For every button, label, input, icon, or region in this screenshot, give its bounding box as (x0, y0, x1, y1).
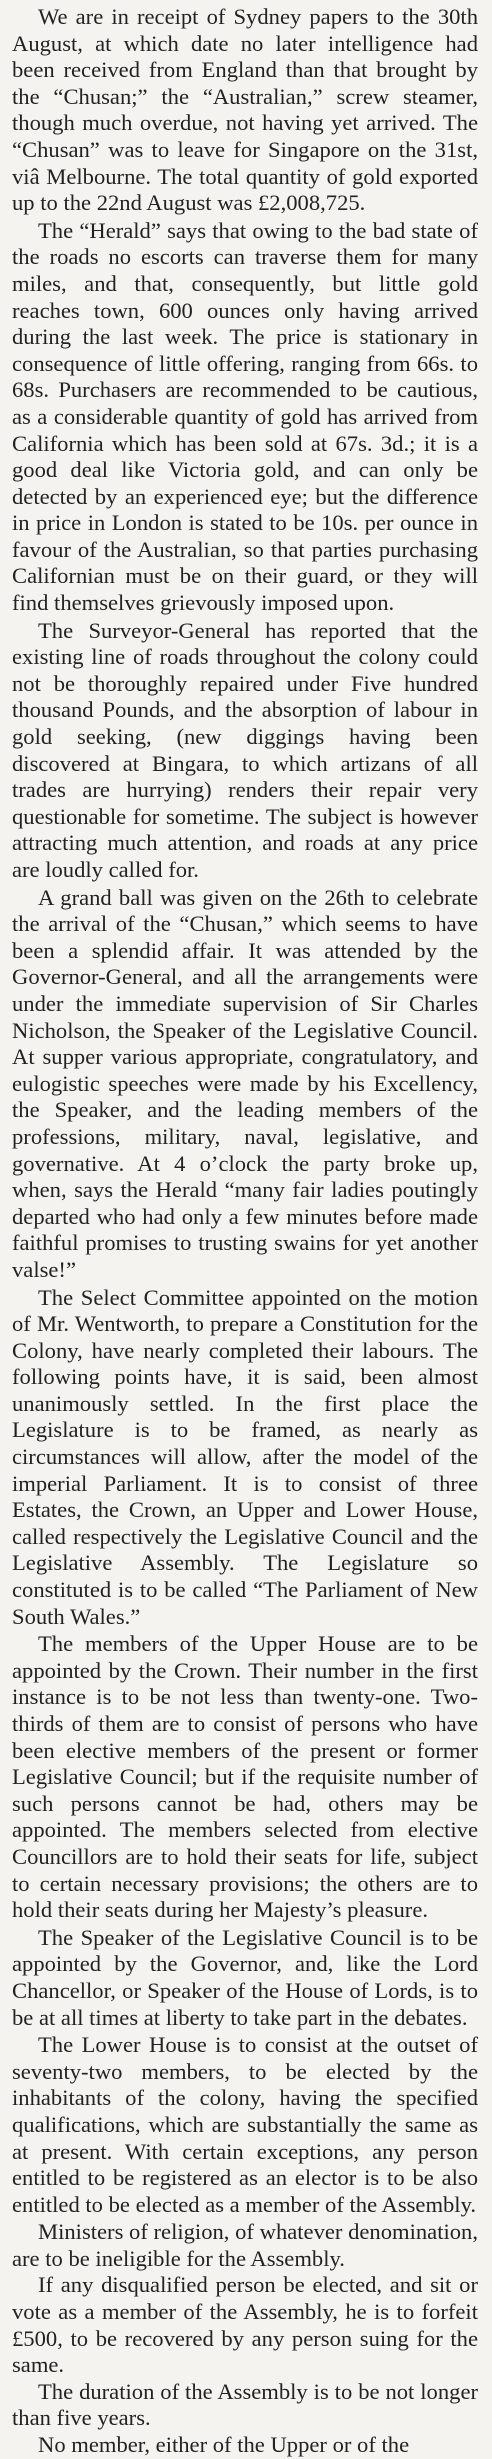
paragraph-surveyor-general: The Surveyor-General has reported that the existing line of roads throughout the colony could not be thoroughly repaired under Five hundred thousand Pounds, and the absorption of labour in gold seeking, (new diggings having been discovered at Bingara, to which artizans of all trades are hurrying) renders their repair very questionable for sometime. The subject is however attracting much attention, and roads at any price are loudly called for. (12, 617, 478, 882)
paragraph-herald-gold: The “Herald” says that owing to the bad state of the roads no escorts can traverse them for many miles, and that, consequently, but little gold reaches town, 600 ounces only having arrived during the last week. The price is stationary in consequence of little offering, ranging from 66s. to 68s. Purchasers are recommended to be cautious, as a considerable quantity of gold has arrived from California which has been sold at 67s. 3d.; it is a good deal like Victoria gold, and can only be detected by an experienced eye; but the difference in price in London is stated to be 10s. per ounce in favour of the Australian, so that parties purchasing Californian must be on their guard, or they will find themselves grievously imposed upon. (12, 217, 478, 616)
paragraph-no-member: No member, either of the Upper or of the (38, 2432, 410, 2458)
paragraph-sydney-papers: We are in receipt of Sydney papers to the 30th August, at which date no later intelligence had been received from England than that brought by the “Chusan;” the “Australian,” screw steamer, though much overdue, not having yet arrived. The “Chusan” was to leave for Singapore on the 31st, viâ Melbourne. The total quantity of gold exported up to the 22nd August was £2,008,725. (12, 4, 478, 216)
paragraph-upper-house: The members of the Upper House are to be appointed by the Crown. Their number in the first instance is to be not less than twenty-one. Two-thirds of them are to consist of persons who have been elective members of the present or former Legislative Council; but if the requisite number of such persons cannot be had, others may be appointed. The members selected from elective Councillors are to hold their seats for life, subject to certain necessary provisions; the others are to hold their seats during her Majesty’s pleasure. (12, 1631, 478, 1923)
paragraph-grand-ball: A grand ball was given on the 26th to celebrate the arrival of the “Chusan,” which seems to have been a splendid affair. It was attended by the Governor-General, and all the arrangements were under the immediate supervision of Sir Charles Nicholson, the Speaker of the Legislative Council. At supper various appropriate, congratulatory, and eulogistic speeches were made by his Excellency, the Speaker, and the leading members of the professions, military, naval, legislative, and governative. At 4 o’clock the party broke up, when, says the Herald “many fair ladies poutingly departed who had only a few minutes before made faithful promises to trusting swains for yet another valse!” (12, 884, 478, 1282)
paragraph-lower-house: The Lower House is to consist at the outset of seventy-two members, to be elected by the inhabitants of the colony, having the specified qualifications, which are substantially the same as at present. With certain exceptions, any person entitled to be registered as an elector is to be also entitled to be elected as a member of the Assembly. (12, 2032, 478, 2217)
newspaper-column (12, 4, 478, 2459)
paragraph-disqualified-person: If any disqualified person be elected, and sit or vote as a member of the Assembly, he is to forfeit £500, to be recovered by any person suing for the same. (12, 2272, 478, 2378)
paragraph-assembly-duration: The duration of the Assembly is to be not longer than five years. (12, 2378, 478, 2431)
paragraph-ministers-religion: Ministers of religion, of whatever denomination, are to be ineligible for the Assembly. (12, 2219, 478, 2271)
paragraph-speaker: The Speaker of the Legislative Council is to be appointed by the Governor, and, like the Lord Chancellor, or Speaker of the House of Lords, is to be at all times at liberty to take part in the debates. (12, 1924, 478, 2030)
paragraph-select-committee: The Select Committee appointed on the motion of Mr. Wentworth, to prepare a Constitution for the Colony, have nearly completed their labours. The following points have, it is said, been almost unanimously settled. In the first place the Legislature is to be framed, as nearly as circumstances will allow, after the model of the imperial Parliament. It is to consist of three Estates, the Crown, an Upper and Lower House, called respectively the Legislative Council and the Legislative Assembly. The Legislature so constituted is to be called “The Parliament of New South Wales.” (12, 1284, 478, 1629)
